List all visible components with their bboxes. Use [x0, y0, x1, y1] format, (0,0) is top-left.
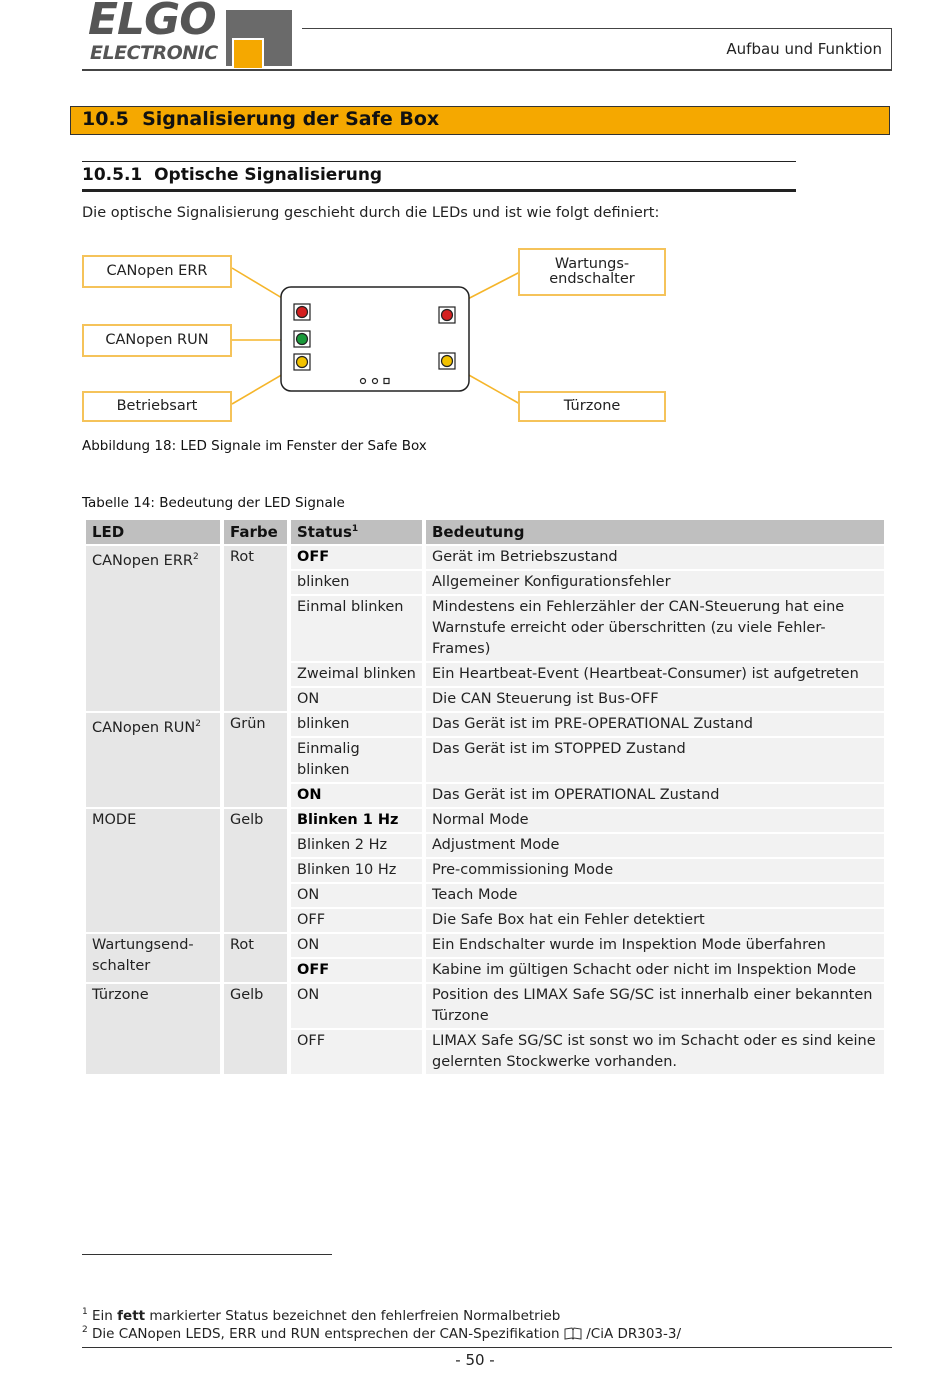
cell-led — [86, 934, 220, 982]
label-betriebsart-text: Betriebsart — [116, 397, 198, 414]
label-tuerzone — [518, 391, 666, 422]
header-bottom-rule — [82, 69, 892, 71]
led-wartung — [442, 310, 453, 321]
footnote-ref: 2 — [195, 719, 201, 729]
table-row — [86, 809, 884, 832]
cell-bedeutung: Pre-commissioning Mode — [426, 859, 884, 882]
cell-status: Blinken 1 Hz — [291, 809, 422, 832]
cell-farbe: Gelb — [224, 984, 287, 1074]
header-rule — [302, 28, 892, 29]
book-icon — [564, 1327, 582, 1340]
cell-bedeutung: Teach Mode — [426, 884, 884, 907]
table-row — [86, 934, 884, 957]
cell-status: Einmalig blinken — [291, 738, 422, 782]
logo-text-elgo: ELGO — [88, 0, 216, 45]
footnote-1-bold: fett — [117, 1308, 146, 1324]
cell-bedeutung: Allgemeiner Konfigurationsfehler — [426, 571, 884, 594]
footnote-1-pre: Ein — [92, 1308, 118, 1324]
footnote-1-number: 1 — [82, 1307, 88, 1317]
header-led: LED — [86, 520, 220, 544]
cell-led — [86, 713, 220, 807]
label-canopen-run-text: CANopen RUN — [105, 331, 209, 348]
footnote-rule — [82, 1254, 332, 1255]
table-header-row — [86, 520, 884, 544]
chapter-title: Aufbau und Funktion — [726, 40, 882, 58]
cell-status: ON — [291, 934, 422, 957]
cell-bedeutung: Die Safe Box hat ein Fehler detektiert — [426, 909, 884, 932]
header-status — [291, 520, 422, 544]
header-status-text: Status — [297, 523, 352, 541]
cell-status: Blinken 10 Hz — [291, 859, 422, 882]
label-betriebsart — [82, 391, 232, 422]
cell-farbe: Grün — [224, 713, 287, 807]
cell-bedeutung: Das Gerät ist im STOPPED Zustand — [426, 738, 884, 782]
label-canopen-run — [82, 324, 232, 357]
button-dot-2 — [373, 379, 378, 384]
figure-caption: Abbildung 18: LED Signale im Fenster der Safe Box — [82, 438, 427, 454]
label-canopen-err — [82, 255, 232, 288]
cell-status: OFF — [291, 909, 422, 932]
label-tuerzone-text: Türzone — [563, 397, 621, 414]
table-row — [86, 984, 884, 1028]
subsection-heading: 10.5.1 Optische Signalisierung — [82, 165, 383, 185]
cell-status: OFF — [291, 546, 422, 569]
cell-farbe: Gelb — [224, 809, 287, 932]
cell-bedeutung: Mindestens ein Fehlerzähler der CAN-Steuerung hat eine Warnstufe erreicht oder überschritten (zu viele Fehler-Frames) — [426, 596, 884, 661]
led-tuerzone — [442, 356, 453, 367]
footer-rule — [82, 1347, 892, 1348]
cell-status: ON — [291, 884, 422, 907]
cell-bedeutung: Gerät im Betriebszustand — [426, 546, 884, 569]
footnote-2-text: Die CANopen LEDS, ERR und RUN entsprechen der CAN-Spezifikation — [92, 1326, 560, 1342]
header-bedeutung: Bedeutung — [426, 520, 884, 544]
table-row — [86, 546, 884, 569]
led-name: MODE — [92, 812, 137, 828]
led-run — [297, 334, 308, 345]
footnote-1 — [82, 1307, 560, 1324]
logo-orange-square — [232, 38, 264, 70]
button-dot-1 — [361, 379, 366, 384]
label-wartung-line1: Wartungs- — [554, 255, 630, 272]
cell-led — [86, 546, 220, 711]
cell-led — [86, 984, 220, 1074]
footnote-ref: 2 — [193, 552, 199, 562]
cell-bedeutung: Das Gerät ist im PRE-OPERATIONAL Zustand — [426, 713, 884, 736]
subsection-top-rule — [82, 161, 796, 162]
cell-bedeutung: Normal Mode — [426, 809, 884, 832]
led-err — [297, 307, 308, 318]
cell-bedeutung: Position des LIMAX Safe SG/SC ist innerhalb einer bekannten Türzone — [426, 984, 884, 1028]
cell-status: blinken — [291, 571, 422, 594]
table-caption: Tabelle 14: Bedeutung der LED Signale — [82, 495, 345, 511]
footnote-2-number: 2 — [82, 1325, 88, 1335]
cell-status: ON — [291, 784, 422, 807]
cell-bedeutung: Ein Endschalter wurde im Inspektion Mode überfahren — [426, 934, 884, 957]
label-wartung-line2: endschalter — [549, 271, 635, 287]
footnote-2 — [82, 1325, 681, 1342]
label-canopen-err-text: CANopen ERR — [106, 262, 208, 279]
cell-status: ON — [291, 984, 422, 1028]
led-name: CANopen ERR — [92, 553, 193, 569]
led-signal-table — [82, 518, 888, 1076]
label-wartungsendschalter — [518, 248, 666, 296]
footnote-1-post: markierter Status bezeichnet den fehlerfreien Normalbetrieb — [145, 1308, 561, 1324]
cell-status: Einmal blinken — [291, 596, 422, 661]
section-heading: 10.5 Signalisierung der Safe Box — [82, 108, 440, 130]
led-mode — [297, 357, 308, 368]
cell-status: OFF — [291, 959, 422, 982]
cell-bedeutung: LIMAX Safe SG/SC ist sonst wo im Schacht oder es sind keine gelernten Stockwerke vorhanden. — [426, 1030, 884, 1074]
page-number: - 50 - — [455, 1351, 495, 1369]
led-name: CANopen RUN — [92, 720, 196, 736]
subsection-bottom-rule — [82, 189, 796, 192]
cell-farbe: Rot — [224, 546, 287, 711]
cell-status: OFF — [291, 1030, 422, 1074]
led-name: Wartungsend-schalter — [92, 937, 194, 974]
cell-led — [86, 809, 220, 932]
cell-bedeutung: Die CAN Steuerung ist Bus-OFF — [426, 688, 884, 711]
footnote-ref: 1 — [351, 524, 359, 534]
elgo-logo — [82, 0, 294, 70]
cell-status: Zweimal blinken — [291, 663, 422, 686]
button-square — [384, 379, 389, 384]
logo-text-electronic: ELECTRONIC — [90, 42, 218, 64]
cell-status: Blinken 2 Hz — [291, 834, 422, 857]
table-body — [86, 546, 884, 1074]
cell-bedeutung: Das Gerät ist im OPERATIONAL Zustand — [426, 784, 884, 807]
intro-paragraph: Die optische Signalisierung geschieht durch die LEDs und ist wie folgt definiert: — [82, 205, 660, 221]
led-name: Türzone — [92, 987, 149, 1003]
header-farbe: Farbe — [224, 520, 287, 544]
header-frame-right — [891, 28, 892, 70]
cell-bedeutung: Kabine im gültigen Schacht oder nicht im Inspektion Mode — [426, 959, 884, 982]
table-row — [86, 713, 884, 736]
cell-status: ON — [291, 688, 422, 711]
cell-farbe: Rot — [224, 934, 287, 982]
cell-bedeutung: Adjustment Mode — [426, 834, 884, 857]
cell-status: blinken — [291, 713, 422, 736]
cell-bedeutung: Ein Heartbeat-Event (Heartbeat-Consumer) ist aufgetreten — [426, 663, 884, 686]
footnote-2-ref: /CiA DR303-3/ — [586, 1326, 682, 1342]
